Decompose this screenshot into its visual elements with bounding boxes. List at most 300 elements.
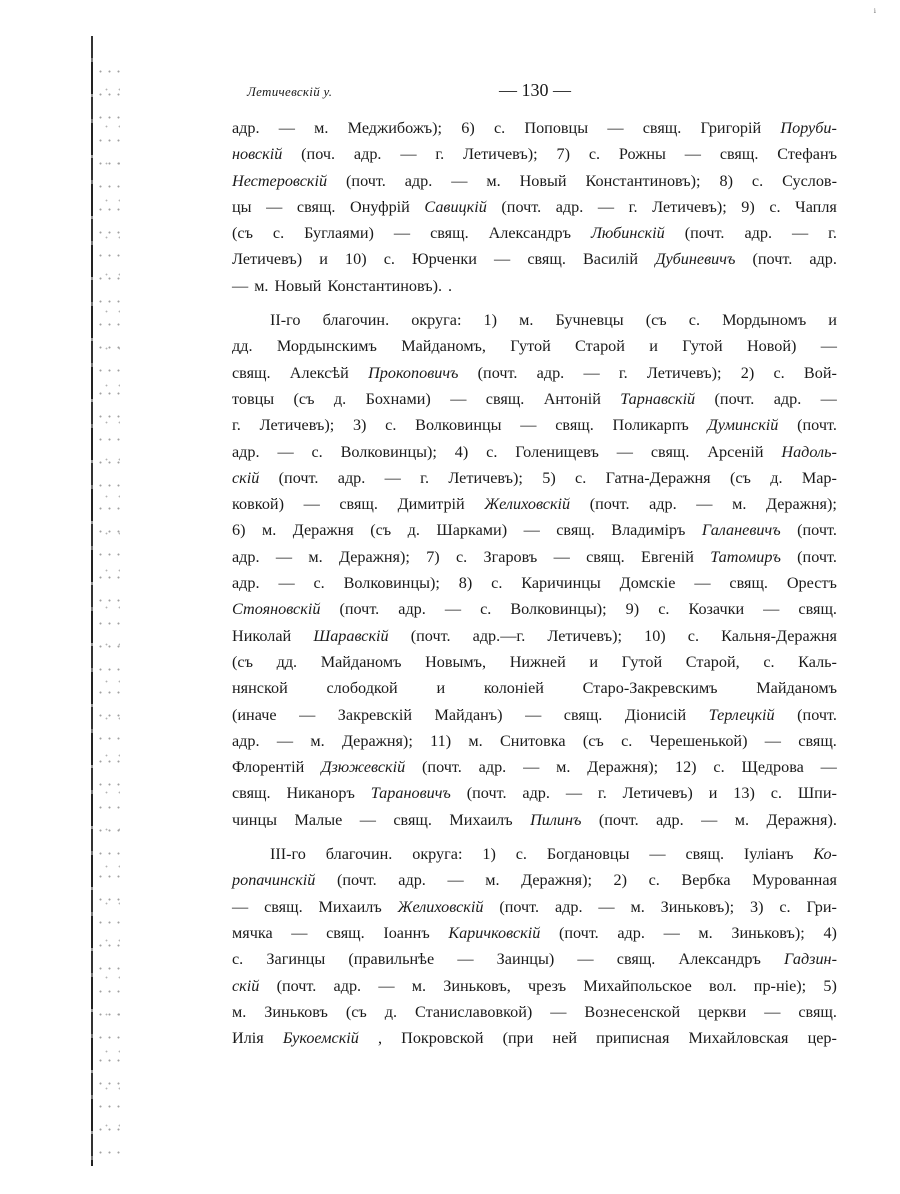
word: адр. [555, 197, 584, 216]
word: , [377, 1029, 383, 1048]
word: (почт. [276, 976, 317, 995]
italic-word: Ко- [813, 845, 837, 864]
word: Арсеній [707, 442, 764, 461]
word: Константиновъ). [327, 276, 443, 295]
word: д. [333, 389, 347, 408]
word: Григорій [700, 119, 762, 137]
text-line [232, 360, 837, 386]
word: 6) [232, 521, 246, 540]
word: Покровской [401, 1029, 484, 1048]
word: Волковинцы [415, 416, 502, 435]
word: — [494, 250, 511, 269]
word: — [763, 600, 780, 619]
word: Шарками) [436, 521, 508, 540]
word: Новой) [746, 337, 797, 356]
word: Зиньковъ, [443, 976, 511, 995]
italic-word: Стояновскій [232, 600, 321, 619]
word: адр. [404, 171, 433, 190]
word: Волковинцы); [340, 442, 437, 461]
word: (почт. [477, 363, 518, 382]
text-line [232, 867, 837, 893]
text-line [232, 333, 837, 359]
scan-noise-specks [96, 60, 120, 1160]
text-line [232, 754, 837, 780]
word: 5) [823, 976, 837, 995]
italic-word: Терлецкій [708, 705, 775, 724]
word: — [393, 224, 411, 243]
word: Зиньковъ [264, 1002, 328, 1021]
word: с. [385, 416, 397, 435]
word: м. [232, 1002, 247, 1021]
word: с. [493, 119, 506, 137]
word: с. [621, 731, 633, 750]
word: Волковинцы); [510, 600, 607, 619]
word: — [607, 119, 624, 137]
word: Старой, [685, 652, 740, 671]
italic-word: Прокоповичъ [368, 363, 459, 382]
word: м. [310, 731, 325, 750]
word: Домскіе [619, 574, 676, 593]
word: Зиньковъ); [660, 897, 735, 916]
word: свящ. [393, 810, 432, 829]
text-body [232, 115, 837, 1051]
word: Летичевъ); [646, 363, 722, 382]
text-line [232, 168, 837, 194]
word: Летичевъ); [652, 197, 727, 216]
word: д. [407, 521, 420, 540]
word: Богдановцы [546, 845, 630, 864]
text-line [232, 596, 837, 622]
word: адр.—г. [472, 626, 526, 645]
word: благочин. [325, 845, 393, 864]
word: 9) [625, 600, 640, 619]
word: Загинцы [266, 950, 326, 969]
word: Новымъ, [425, 652, 487, 671]
word: — [583, 363, 600, 382]
word: с. [313, 574, 325, 593]
word: с. [773, 363, 785, 382]
word: и [589, 652, 599, 671]
word: Малые [294, 810, 343, 829]
word: (почт. [797, 705, 837, 724]
word: пр-ніе); [753, 976, 807, 995]
word: свящ. [798, 1002, 837, 1021]
word: 6) [461, 119, 475, 137]
word: свящ. [685, 845, 725, 864]
word: — [378, 976, 395, 995]
word: 5) [542, 468, 556, 487]
word: свящ. [485, 389, 525, 408]
text-line [232, 973, 837, 999]
word: адр. [522, 784, 550, 803]
word: с. [770, 784, 782, 803]
word: свящ. [296, 197, 336, 216]
word: (иначе [232, 705, 277, 724]
word: — [649, 845, 666, 864]
word: — [232, 276, 249, 295]
italic-word: Желиховскій [484, 495, 571, 514]
word: (почт. [714, 389, 755, 408]
word: — [275, 547, 293, 566]
word: — [359, 810, 376, 829]
text-line [232, 439, 837, 465]
word: Никаноръ [286, 784, 355, 803]
word: — [291, 923, 308, 942]
word: 10) [644, 626, 666, 645]
word: (съ [345, 1002, 367, 1021]
word: мячка [232, 923, 273, 942]
italic-word: Дубиневичъ [655, 250, 736, 269]
binding-edge-line [91, 36, 93, 1166]
word: свящ. [729, 574, 768, 593]
word: округа: [412, 845, 463, 864]
word: (почт. [752, 250, 793, 269]
word: (почт. [797, 416, 837, 435]
word: Іуліанъ [743, 845, 794, 864]
word: Мурованная [752, 871, 837, 890]
word: вол. [709, 976, 737, 995]
italic-word: ропачинскій [232, 871, 316, 890]
word: — [597, 197, 615, 216]
binding-gutter [90, 0, 120, 1194]
word: приписная [596, 1029, 670, 1048]
word: Бучневцы [555, 311, 624, 330]
word: 7) [556, 145, 570, 164]
word: м. [734, 810, 750, 829]
word: (почт. [336, 871, 377, 890]
word: Майданомъ [756, 679, 837, 698]
word: — [384, 468, 401, 487]
word: адр. [478, 758, 507, 777]
word: Каль- [798, 652, 837, 671]
text-line [232, 920, 837, 946]
word: Суслов- [782, 171, 837, 190]
running-head: Летичевскій у. [247, 84, 333, 99]
word: свящ. [264, 897, 303, 916]
text-line [232, 1025, 837, 1051]
text-line [232, 807, 837, 833]
word: адр. [333, 976, 362, 995]
word: и [319, 250, 328, 269]
word: — [820, 389, 837, 408]
text-line [232, 115, 837, 141]
italic-word: Поруби- [780, 119, 837, 137]
word: (почт. [558, 923, 599, 942]
word: Деражня [292, 521, 354, 540]
word: — [277, 442, 294, 461]
italic-word: Гадзин- [784, 950, 837, 969]
word: — [278, 119, 295, 137]
word: III-го [270, 845, 306, 864]
word: с. [713, 758, 725, 777]
word: Михаилъ [318, 897, 382, 916]
word: Димитрій [397, 495, 465, 514]
word: — [451, 171, 468, 190]
word: Кальня-Деражня [721, 626, 837, 645]
word: Нижней [509, 652, 566, 671]
word: нянской [232, 679, 288, 698]
word: Николай [232, 626, 292, 645]
word: — [276, 731, 294, 750]
italic-word: новскій [232, 145, 283, 164]
word: (почт. [499, 897, 540, 916]
text-line [232, 491, 837, 517]
text-line [232, 307, 837, 333]
word: Майданъ) [434, 705, 503, 724]
word: свящ. [232, 363, 271, 382]
word: Гатна-Деражня [605, 468, 711, 487]
word: цер- [807, 1029, 837, 1048]
word: Бохнами) [365, 389, 431, 408]
italic-word: Каричковскій [448, 923, 541, 942]
word: с. [272, 224, 285, 243]
italic-word: скій [232, 468, 260, 487]
word: Алексѣй [289, 363, 349, 382]
word: с. [311, 442, 323, 461]
word: Мар- [801, 468, 837, 487]
word: г. [420, 468, 429, 487]
word: (почт. [466, 784, 507, 803]
word: м. [485, 871, 500, 890]
word: с. [480, 600, 492, 619]
text-line [232, 894, 837, 920]
word: адр. [232, 119, 260, 137]
word: — [450, 389, 467, 408]
word: Буглаями) [304, 224, 374, 243]
word: (почт. [410, 626, 451, 645]
word: дд. [276, 652, 298, 671]
word: Гутой [682, 337, 723, 356]
word: Заинцы) [496, 950, 555, 969]
word: с. [575, 468, 587, 487]
word: Деражня); [587, 758, 659, 777]
italic-word: Любинскій [590, 224, 665, 243]
word: и [649, 337, 658, 356]
word: — [303, 495, 320, 514]
word: — [684, 145, 701, 164]
word: г. [435, 145, 445, 164]
word: (съ [582, 731, 604, 750]
word: Майданомъ [320, 652, 402, 671]
italic-word: Пилинъ [530, 810, 582, 829]
word: с. [515, 845, 527, 864]
word: 7) [426, 547, 440, 566]
word: Владиміръ [611, 521, 686, 540]
word: Деражня); [338, 547, 410, 566]
word: Поповцы [524, 119, 589, 137]
word: — [820, 337, 837, 356]
word: 13) [733, 784, 755, 803]
italic-word: Желиховскій [397, 897, 484, 916]
word: свящ. [798, 600, 837, 619]
word: 4) [454, 442, 469, 461]
word: Мордынскимъ [276, 337, 377, 356]
word: (съ [232, 224, 253, 243]
word: слободкой [326, 679, 398, 698]
italic-word: Тарановичъ [370, 784, 451, 803]
word: Деражня); [521, 871, 592, 890]
text-line [232, 999, 837, 1025]
text-line [232, 141, 837, 167]
word: м. [261, 521, 277, 540]
word: г. [628, 197, 638, 216]
word: адр. [232, 574, 260, 593]
word: цы [232, 197, 252, 216]
word: Летичевъ); [547, 626, 622, 645]
word: м. [486, 171, 501, 190]
word: Снитовка [500, 731, 566, 750]
italic-word: Галаневичъ [701, 521, 781, 540]
word: Новый [274, 276, 322, 295]
word: м. [314, 119, 329, 137]
word: 2) [613, 871, 628, 890]
word: Діонисій [624, 705, 687, 724]
text-line [232, 570, 837, 596]
text-line [232, 273, 837, 299]
word: Юрченки [412, 250, 477, 269]
word: — [232, 897, 249, 916]
word: д. [384, 1002, 398, 1021]
word: Каричинцы [521, 574, 601, 593]
word: (почт. [797, 547, 837, 566]
word: Деражня); [341, 731, 413, 750]
word: д. [770, 468, 783, 487]
word: м. [698, 923, 713, 942]
text-line [232, 780, 837, 806]
word: с. [687, 626, 700, 645]
word: — [278, 574, 295, 593]
word: . [448, 276, 453, 295]
word: (почт. [278, 468, 319, 487]
word: адр. [744, 224, 772, 243]
word: Вербка [681, 871, 731, 890]
word: Деражня). [766, 810, 837, 829]
word: — [616, 442, 633, 461]
word: — [565, 784, 583, 803]
word: Мордыномъ [722, 311, 807, 330]
word: и [436, 679, 446, 698]
word: — [523, 521, 540, 540]
word: г. [828, 224, 837, 243]
word: (правильнѣе [348, 950, 435, 969]
word: адр. [617, 923, 645, 942]
word: г. [618, 363, 628, 382]
word: товцы [232, 389, 275, 408]
italic-word: Савицкій [424, 197, 487, 216]
text-line [232, 623, 837, 649]
word: Антоній [543, 389, 601, 408]
word: (почт. [422, 758, 462, 777]
word: адр. [554, 897, 583, 916]
word: — [447, 871, 464, 890]
word: (почт. [346, 171, 386, 190]
word: и [828, 311, 837, 330]
word: Меджибожъ); [347, 119, 443, 137]
text-line [232, 386, 837, 412]
word: Онуфрій [350, 197, 410, 216]
word: с. [455, 547, 468, 566]
word: Летичевъ); [463, 145, 538, 164]
word: ковкой) [232, 495, 284, 514]
text-line [232, 841, 837, 867]
word: м. [556, 758, 571, 777]
word: (почт. [339, 600, 380, 619]
word: (при [502, 1029, 534, 1048]
word: адр. [337, 468, 366, 487]
word: адр. [809, 250, 837, 269]
word: свящ. [563, 705, 603, 724]
word: Рожны [618, 145, 666, 164]
italic-word: Нестеровскій [232, 171, 328, 190]
word: Флорентій [232, 758, 305, 777]
word: Михайпольское [583, 976, 692, 995]
italic-word: Букоемскій [282, 1029, 359, 1048]
word: свящ. [798, 731, 837, 750]
word: (почт. [589, 495, 630, 514]
word: (почт. [797, 521, 837, 540]
word: свящ. [642, 119, 682, 137]
word: благочин. [322, 311, 390, 330]
italic-word: скій [232, 976, 260, 995]
word: — [820, 758, 837, 777]
italic-word: Дзюжевскій [321, 758, 406, 777]
word: (съ [232, 652, 253, 671]
word: ней [552, 1029, 578, 1048]
word: с. [779, 897, 791, 916]
word: свящ. [586, 547, 625, 566]
word: — [791, 224, 809, 243]
word: 8) [458, 574, 473, 593]
word: Вознесенской [584, 1002, 681, 1021]
word: свящ. [326, 923, 365, 942]
word: с. [658, 600, 670, 619]
page-number: — 130 — [499, 80, 571, 100]
word: 1) [482, 845, 496, 864]
word: свящ. [616, 950, 656, 969]
word: адр. [536, 363, 565, 382]
word: м. [519, 311, 534, 330]
word: дд. [232, 337, 253, 356]
word: Илія [232, 1029, 264, 1048]
word: г. [597, 784, 607, 803]
word: — [764, 731, 781, 750]
text-line [232, 946, 837, 972]
word: Александръ [678, 950, 761, 969]
word: — [266, 197, 283, 216]
word: Волковинцы); [343, 574, 440, 593]
word: Константиновъ); [585, 171, 701, 190]
word: — [577, 950, 594, 969]
word: — [525, 705, 542, 724]
word: свящ. [339, 495, 378, 514]
text-line [232, 465, 837, 491]
italic-word: Татомиръ [710, 547, 781, 566]
word: 1) [483, 311, 498, 330]
word: Щедрова [741, 758, 804, 777]
word: Чапля [795, 197, 837, 216]
word: адр. [649, 495, 677, 514]
word: Гутой [510, 337, 551, 356]
italic-word: Надоль- [781, 442, 837, 461]
word: (съ [293, 389, 315, 408]
word: с. [588, 145, 601, 164]
word: м. [732, 495, 747, 514]
word: с. [751, 171, 764, 190]
word: свящ. [527, 250, 566, 269]
word: — [701, 810, 718, 829]
word: с. [232, 950, 244, 969]
word: м. [630, 897, 645, 916]
